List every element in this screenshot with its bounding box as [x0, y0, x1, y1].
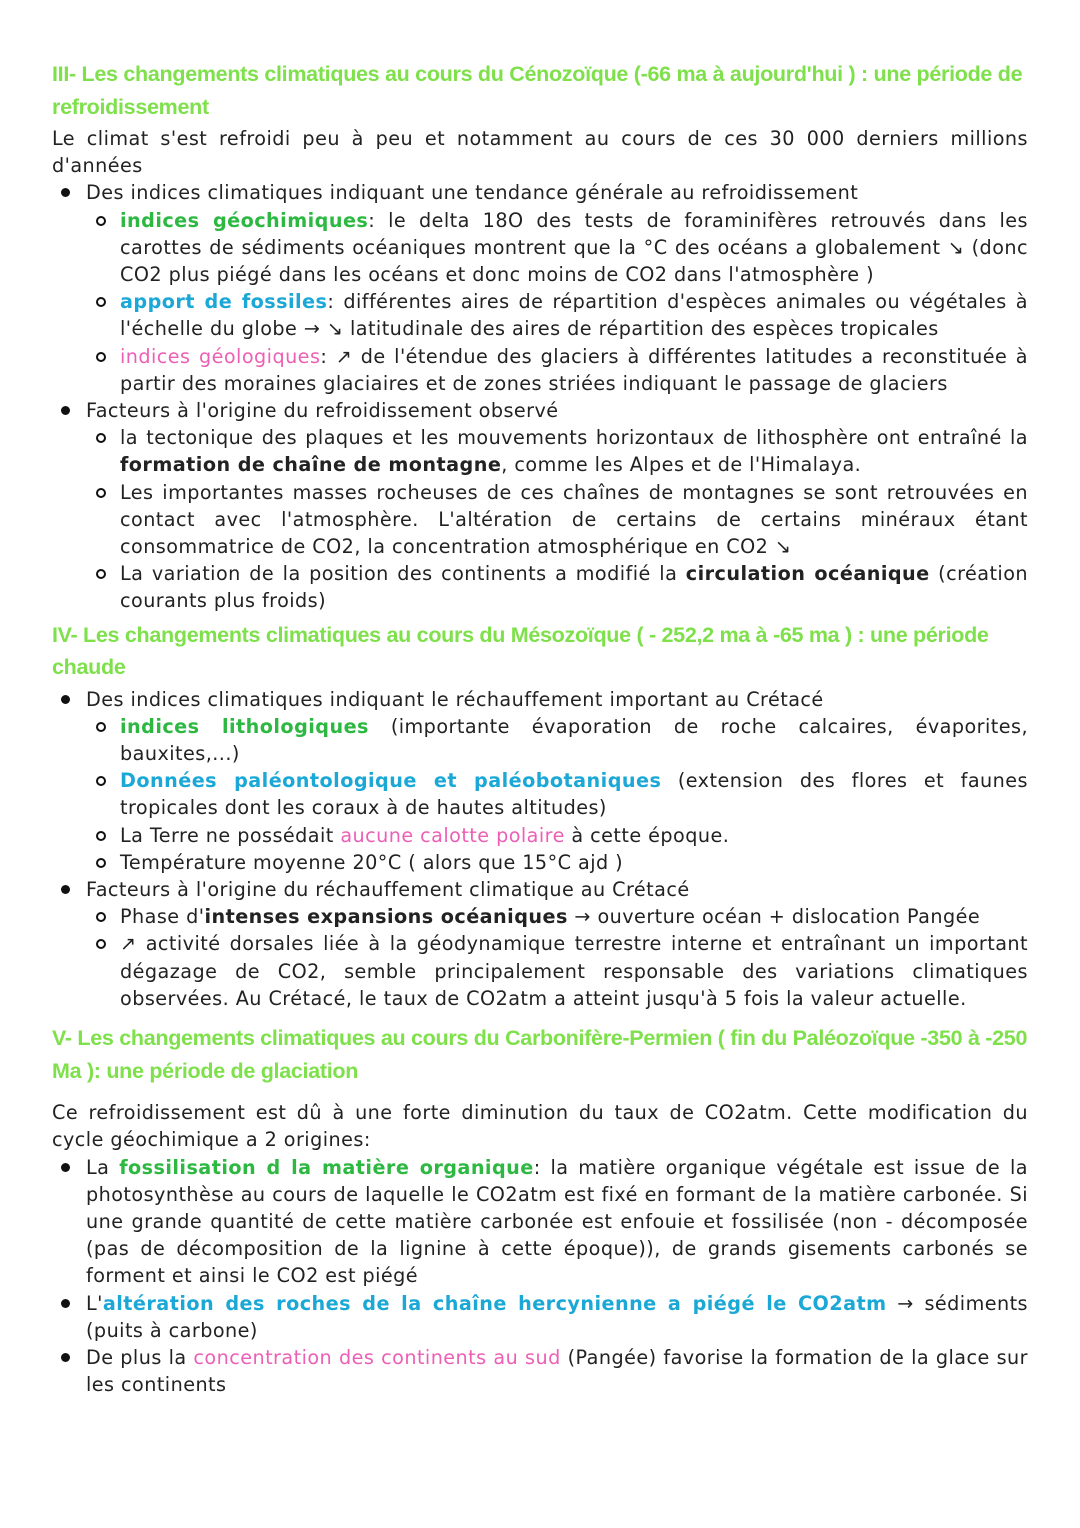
sub-item-text: ↗ activité dorsales liée à la géodynamique terrestre interne et entraînant un important dégazage de CO2, semble principalement responsable des variations climatiques observées. Au Crétacé, le taux de CO2atm a atteint jusqu'à 5 fois la valeur actuelle.	[120, 932, 1028, 1010]
list-item-text: : la matière organique végétale est issue de la photosynthèse au cours de laquelle le CO2atm est fixé en formant de la matière carbonée. Si une grande quantité de cette matière carbonée est enfouie et fossilisée (non - décomposée (pas de décomposition de la lignine à cette époque)), de grands gisements carbonés se forment et ainsi le CO2 est piégé	[86, 1155, 1028, 1288]
section-4-heading: IV- Les changements climatiques au cours du Mésozoïque ( - 252,2 ma à -65 ma ) : une période chaude	[52, 622, 989, 680]
list-item	[52, 1154, 1028, 1290]
sub-list-item	[86, 849, 1028, 876]
list-item	[52, 1344, 1028, 1398]
list-item-text: Facteurs à l'origine du réchauffement climatique au Crétacé	[86, 878, 690, 902]
section-5-intro: Ce refroidissement est dû à une forte diminution du taux de CO2atm. Cette modification du cycle géochimique a 2 origines:	[52, 1101, 1028, 1152]
keyword-fossiles: apport de fossiles	[120, 290, 328, 314]
sub-list-item	[86, 288, 1028, 342]
section-3-list	[52, 179, 1028, 614]
sub-item-text: , comme les Alpes et de l'Himalaya.	[501, 453, 862, 477]
list-item-text: (Pangée) favorise la formation de la glace sur les continents	[86, 1345, 1028, 1397]
sub-item-text: à cette époque.	[564, 823, 730, 847]
sub-list	[86, 713, 1028, 876]
keyword-alteration: altération des roches de la chaîne hercynienne a piégé le CO2atm	[102, 1291, 887, 1315]
document-page	[52, 58, 1028, 1398]
sub-item-text: : le delta 18O des tests de foraminifères retrouvés dans les carottes de sédiments océaniques montrent que la °C des océans a globalement ↘ (donc CO2 plus piégé dans les océans et donc moins de CO2 dans l'atmosphère )	[120, 208, 1028, 287]
section-4-list	[52, 686, 1028, 1012]
list-item	[52, 686, 1028, 876]
keyword-lithologiques: indices lithologiques	[120, 714, 369, 738]
sub-item-text: → ouverture océan + dislocation Pangée	[567, 905, 981, 929]
list-item-text: Des indices climatiques indiquant le réchauffement important au Crétacé	[86, 687, 824, 711]
list-item-text: L'	[86, 1291, 103, 1315]
section-5-list	[52, 1154, 1028, 1399]
sub-item-text: La variation de la position des continents a modifié la	[120, 562, 686, 586]
list-item	[52, 179, 1028, 397]
sub-item-text: Phase d'	[120, 905, 205, 929]
sub-item-text: : différentes aires de répartition d'espèces animales ou végétales à l'échelle du globe → ↘ latitudinale des aires de répartition des espèces tropicales	[120, 290, 1028, 341]
sub-list-item	[86, 822, 1028, 849]
keyword-geologiques: indices géologiques	[120, 344, 321, 368]
sub-list	[86, 424, 1028, 614]
sub-item-text: (extension des flores et faunes tropicales dont les coraux à de hautes altitudes)	[120, 769, 1028, 820]
sub-list-item	[86, 930, 1028, 1012]
keyword-concentration: concentration des continents au sud	[193, 1345, 561, 1369]
sub-item-text: (création courants plus froids)	[120, 562, 1029, 613]
emphasis-chaine-montagne: formation de chaîne de montagne	[120, 453, 502, 477]
keyword-calotte-polaire: aucune calotte polaire	[340, 823, 565, 847]
sub-list	[86, 207, 1028, 397]
sub-list-item	[86, 560, 1028, 614]
section-5-heading: V- Les changements climatiques au cours du Carbonifère-Permien ( fin du Paléozoïque -350 à -250 Ma ): une période de glaciation	[52, 1026, 1028, 1083]
section-3-heading: III- Les changements climatiques au cours du Cénozoïque (-66 ma à aujourd'hui ) : une période de refroidissement	[52, 62, 1023, 119]
list-item-text: La	[86, 1155, 120, 1179]
sub-list	[86, 903, 1028, 1012]
sub-item-text: (importante évaporation de roche calcaires, évaporites, bauxites,...)	[120, 714, 1028, 766]
keyword-paleontologique: Données paléontologique et paléobotaniques	[120, 769, 662, 793]
sub-item-text: La Terre ne possédait	[120, 823, 341, 847]
list-item-text: → sédiments (puits à carbone)	[86, 1291, 1028, 1342]
sub-list-item	[86, 207, 1028, 289]
keyword-geochimiques: indices géochimiques	[120, 208, 369, 232]
emphasis-expansions-oceaniques: intenses expansions océaniques	[204, 905, 568, 929]
sub-list-item	[86, 479, 1028, 561]
sub-list-item	[86, 767, 1028, 821]
list-item	[52, 397, 1028, 615]
sub-list-item	[86, 713, 1028, 767]
list-item-text: Facteurs à l'origine du refroidissement observé	[86, 399, 559, 423]
sub-item-text: Température moyenne 20°C ( alors que 15°C ajd )	[120, 850, 624, 874]
sub-list-item	[86, 903, 1028, 930]
emphasis-circulation-oceanique: circulation océanique	[685, 562, 930, 586]
list-item-text: Des indices climatiques indiquant une tendance générale au refroidissement	[86, 181, 859, 205]
list-item	[52, 1290, 1028, 1344]
sub-item-text: la tectonique des plaques et les mouvements horizontaux de lithosphère ont entraîné la	[120, 426, 1028, 450]
keyword-fossilisation: fossilisation d la matière organique	[119, 1155, 534, 1179]
sub-list-item	[86, 424, 1028, 478]
sub-item-text: Les importantes masses rocheuses de ces chaînes de montagnes se sont retrouvées en contact avec l'atmosphère. L'altération de certains de certains minéraux étant consommatrice de CO2, la concentration atmosphérique en CO2 ↘	[120, 480, 1028, 559]
section-3-intro: Le climat s'est refroidi peu à peu et notamment au cours de ces 30 000 derniers millions d'années	[52, 127, 1028, 178]
list-item-text: De plus la	[86, 1345, 194, 1369]
sub-list-item	[86, 343, 1028, 397]
list-item	[52, 876, 1028, 1012]
sub-item-text: : ↗ de l'étendue des glaciers à différentes latitudes a reconstituée à partir des moraines glaciaires et de zones striées indiquant le passage de glaciers	[120, 344, 1028, 395]
